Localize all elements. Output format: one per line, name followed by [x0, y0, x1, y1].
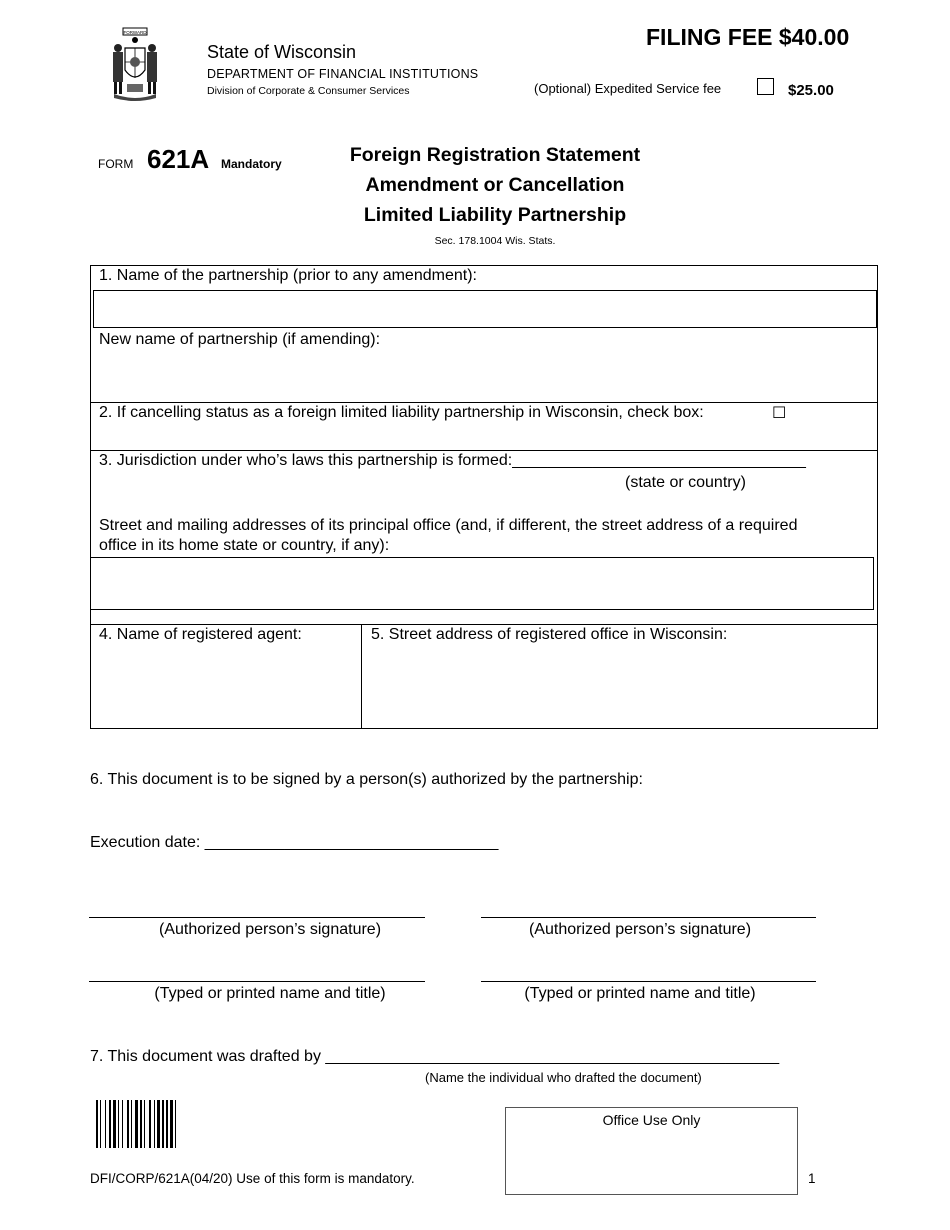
- printed-name-caption-2: (Typed or printed name and title): [524, 985, 756, 1002]
- barcode-bar: [131, 1100, 132, 1148]
- barcode-bar: [162, 1100, 164, 1148]
- q6-label: 6. This document is to be signed by a person(s) authorized by the partnership:: [90, 771, 643, 788]
- principal-office-address-input[interactable]: [90, 557, 874, 610]
- office-use-box: [505, 1107, 798, 1195]
- seal-motto: FORWARD: [123, 30, 147, 35]
- signature-line-1[interactable]: [89, 917, 425, 918]
- q5-label: 5. Street address of registered office in Wisconsin:: [371, 626, 728, 643]
- barcode-bar: [149, 1100, 151, 1148]
- printed-name-line-1[interactable]: [89, 981, 425, 982]
- auth-signature-caption-2: (Authorized person’s signature): [528, 921, 752, 938]
- form-title-line-2: Amendment or Cancellation: [365, 174, 625, 196]
- barcode-bar: [140, 1100, 142, 1148]
- form-label: FORM: [98, 157, 134, 171]
- expedited-label: (Optional) Expedited Service fee: [534, 81, 722, 96]
- barcode-bar: [100, 1100, 101, 1148]
- form-title-line-1: Foreign Registration Statement: [349, 144, 641, 166]
- divider: [90, 450, 878, 451]
- barcode-bar: [175, 1100, 176, 1148]
- q7-note: (Name the individual who drafted the document): [425, 1070, 702, 1085]
- barcode-bar: [122, 1100, 123, 1148]
- barcode-bar: [157, 1100, 160, 1148]
- printed-name-caption-1: (Typed or printed name and title): [154, 985, 386, 1002]
- partnership-name-input[interactable]: [93, 290, 877, 328]
- cancel-checkbox[interactable]: ☐: [772, 403, 787, 422]
- barcode-bar: [96, 1100, 98, 1148]
- filing-fee: FILING FEE $40.00: [646, 24, 850, 50]
- q3-label: 3. Jurisdiction under who’s laws this partnership is formed:_________________________________: [99, 452, 806, 469]
- printed-name-line-2[interactable]: [481, 981, 816, 982]
- registered-office-input[interactable]: [366, 648, 876, 728]
- execution-date-field[interactable]: Execution date: _________________________________: [90, 834, 499, 851]
- q2-label: 2. If cancelling status as a foreign limited liability partnership in Wisconsin, check box:: [99, 404, 704, 421]
- expedited-checkbox[interactable]: [757, 78, 774, 95]
- expedited-amount: $25.00: [788, 82, 834, 99]
- q7-drafted-by-field[interactable]: 7. This document was drafted by ___________________________________________________: [90, 1048, 780, 1065]
- new-name-label: New name of partnership (if amending):: [99, 331, 381, 348]
- barcode-bar: [109, 1100, 111, 1148]
- page-number: 1: [808, 1171, 816, 1186]
- barcode-bar: [105, 1100, 106, 1148]
- barcode-bar: [113, 1100, 116, 1148]
- state-seal-logo: [106, 26, 164, 102]
- signature-line-2[interactable]: [481, 917, 816, 918]
- q3-note: (state or country): [625, 474, 746, 491]
- q4-label: 4. Name of registered agent:: [99, 626, 302, 643]
- new-name-input[interactable]: [93, 352, 879, 400]
- barcode-bar: [166, 1100, 168, 1148]
- auth-signature-caption-1: (Authorized person’s signature): [158, 921, 382, 938]
- barcode-bar: [135, 1100, 138, 1148]
- barcode-image: [96, 1100, 216, 1148]
- divider: [90, 624, 878, 625]
- office-use-label: Office Use Only: [602, 1112, 701, 1128]
- address-label-line-2: office in its home state or country, if any):: [99, 537, 390, 554]
- barcode-bar: [170, 1100, 173, 1148]
- address-label-line-1: Street and mailing addresses of its principal office (and, if different, the street address of a required: [99, 517, 798, 534]
- barcode-bar: [144, 1100, 145, 1148]
- mandatory-label: Mandatory: [221, 157, 282, 171]
- barcode-bar: [127, 1100, 129, 1148]
- divider: [90, 402, 878, 403]
- form-number: 621A: [147, 144, 210, 174]
- state-name: State of Wisconsin: [207, 42, 357, 62]
- registered-agent-input[interactable]: [94, 648, 360, 728]
- division-name: Division of Corporate & Consumer Services: [207, 85, 410, 97]
- barcode-bar: [154, 1100, 155, 1148]
- form-title-line-3: Limited Liability Partnership: [363, 204, 627, 226]
- barcode-bar: [118, 1100, 119, 1148]
- department-name: DEPARTMENT OF FINANCIAL INSTITUTIONS: [207, 67, 479, 81]
- q1-label: 1. Name of the partnership (prior to any amendment):: [99, 267, 477, 284]
- column-divider: [361, 624, 362, 729]
- form-id: DFI/CORP/621A(04/20) Use of this form is mandatory.: [90, 1171, 415, 1186]
- statute-reference: Sec. 178.1004 Wis. Stats.: [434, 235, 556, 247]
